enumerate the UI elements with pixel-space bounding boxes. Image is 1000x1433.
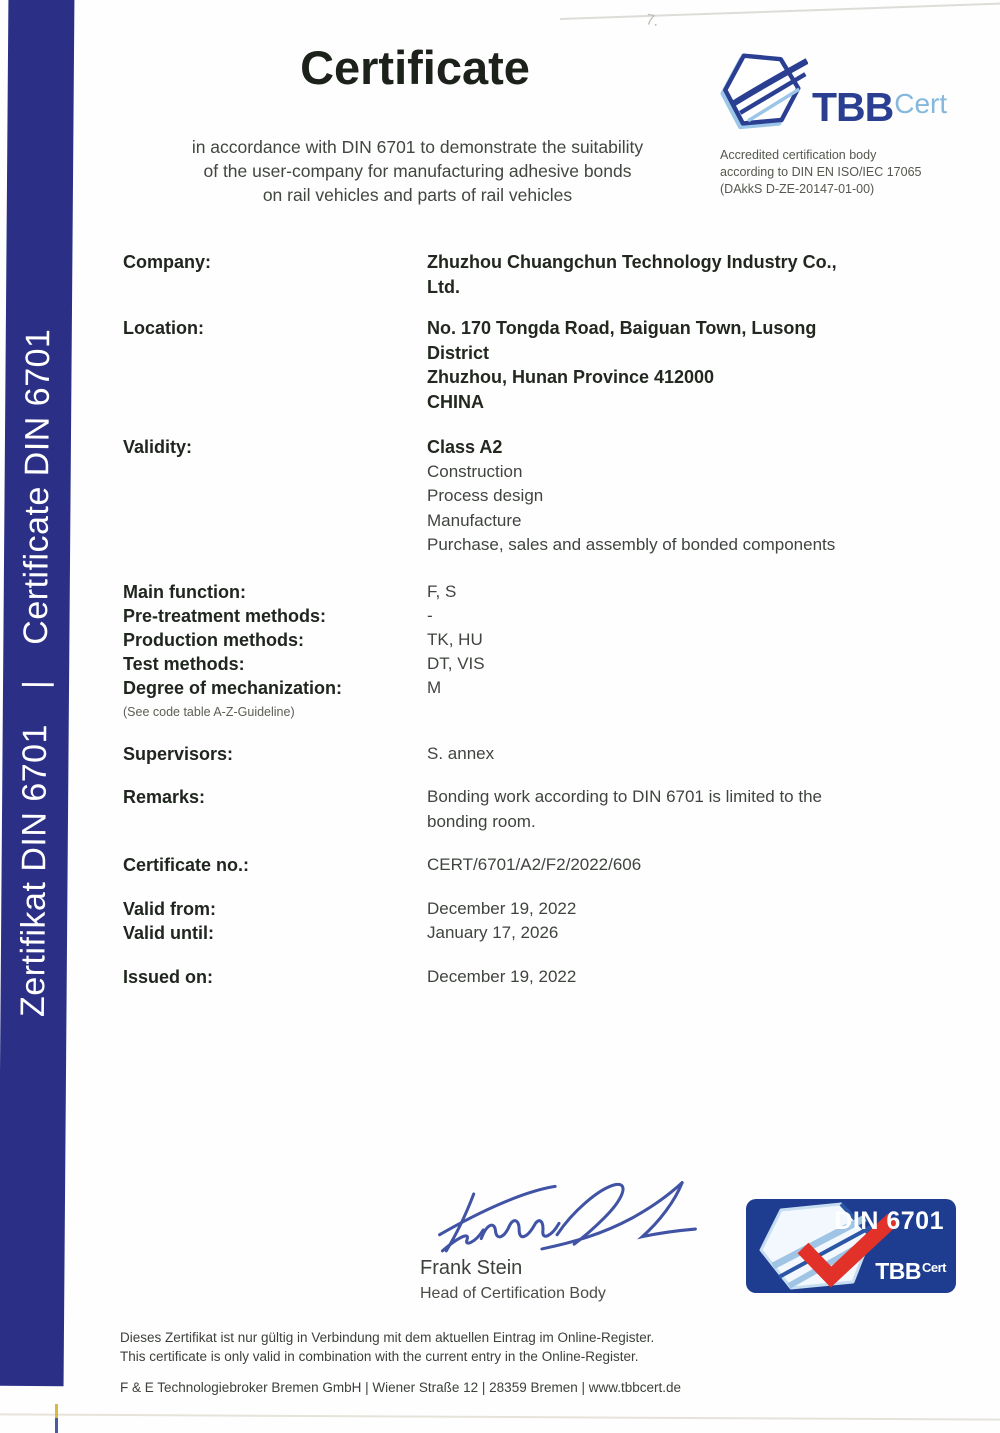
field-label: Location: — [123, 318, 204, 338]
brand-cert-text: Cert — [894, 88, 948, 119]
field-main-function: Main function: F, S — [123, 581, 457, 602]
footer-company-line: F & E Technologiebroker Bremen GmbH | Wiener Straße 12 | 28359 Bremen | www.tbbcert.de — [120, 1380, 682, 1395]
page-title: Certificate — [300, 41, 530, 94]
tbbcert-logo — [720, 48, 970, 198]
registration-tick-yellow — [55, 1404, 58, 1418]
field-remarks: Remarks: Bonding work according to DIN 6701 is limited to the bonding room. — [123, 785, 953, 834]
badge-cert-label: Cert — [921, 1260, 946, 1275]
certificate-fields — [123, 250, 953, 989]
left-blue-band — [0, 0, 74, 1386]
footer-register-en: This certificate is only valid in combination with the current entry in the Online-Register. — [120, 1348, 639, 1364]
band-vertical-title: Zertifikat DIN 6701 | Certificate DIN 6701 — [13, 328, 58, 1018]
badge-tbb-label: $TBB^{Cert}$ — [875, 1258, 946, 1284]
footer-register-de: Dieses Zertifikat ist nur gültig in Verbindung mit dem aktuellen Eintrag im Online-Register. — [120, 1330, 655, 1345]
field-value: No. 170 Tongda Road, Baiguan Town, Lusong District Zhuzhou, Hunan Province 412000 CHINA — [427, 318, 817, 412]
badge-din-label: DIN 6701 — [834, 1207, 944, 1235]
field-test-methods: Test methods: DT, VIS — [123, 653, 485, 674]
din6701-badge — [745, 1198, 957, 1294]
brand-tbb-text: TBB — [812, 84, 894, 130]
field-valid-from: Valid from: December 19, 2022 — [123, 898, 577, 919]
accreditation-text — [720, 147, 970, 198]
accreditation-line: (DAkkS D-ZE-20147-01-00) — [720, 182, 875, 196]
methods-block — [123, 580, 953, 719]
field-supervisors: Supervisors: S. annex — [123, 743, 495, 764]
field-degree-of-mechanization: Degree of mechanization: M — [123, 677, 442, 698]
subtitle-line: on rail vehicles and parts of rail vehicles — [262, 185, 573, 205]
scan-edge-artifact-top — [560, 2, 1000, 20]
code-table-note: (See code table A-Z-Guideline) — [123, 704, 295, 719]
field-label: Company: — [123, 252, 212, 272]
field-production-methods: Production methods: TK, HU — [123, 629, 483, 650]
brand-wordmark — [812, 84, 947, 131]
subtitle-line: in accordance with DIN 6701 to demonstrate the suitability — [191, 137, 644, 157]
scan-edge-artifact-bottom — [0, 1413, 1000, 1420]
field-certificate-no: Certificate no.: CERT/6701/A2/F2/2022/606 — [123, 855, 642, 875]
field-valid-until: Valid until: January 17, 2026 — [123, 923, 559, 943]
signature-scribble-icon — [420, 1176, 715, 1266]
certificate-subtitle — [130, 135, 705, 207]
field-pretreatment-methods: Pre-treatment methods: - — [123, 605, 433, 626]
field-validity — [123, 435, 953, 558]
accreditation-line: according to DIN EN ISO/IEC 17065 — [720, 165, 922, 179]
pencil-mark: 7. — [644, 11, 660, 30]
signature-block — [420, 1176, 730, 1303]
subtitle-line: of the user-company for manufacturing adhesive bonds — [203, 161, 632, 181]
field-company — [123, 250, 953, 299]
footer — [120, 1329, 681, 1398]
hexagon-stripes-icon — [720, 48, 808, 137]
validity-class: Class A2 — [427, 437, 503, 457]
registration-tick-blue — [55, 1418, 58, 1433]
field-valid-dates — [123, 897, 953, 946]
field-location — [123, 316, 953, 414]
field-issued-on: Issued on: December 19, 2022 — [123, 966, 577, 987]
field-label: Validity: — [123, 437, 193, 457]
field-value: Zhuzhou Chuangchun Technology Industry Co., Ltd. — [427, 252, 837, 297]
field-value: Bonding work according to DIN 6701 is limited to the bonding room. — [427, 787, 822, 831]
field-value: Class A2 Construction Process design Manufacture Purchase, sales and assembly of bonded components — [427, 437, 836, 554]
accreditation-line: Accredited certification body — [720, 148, 877, 162]
signer-name: Frank Stein — [420, 1257, 523, 1279]
signer-role: Head of Certification Body — [420, 1285, 606, 1302]
